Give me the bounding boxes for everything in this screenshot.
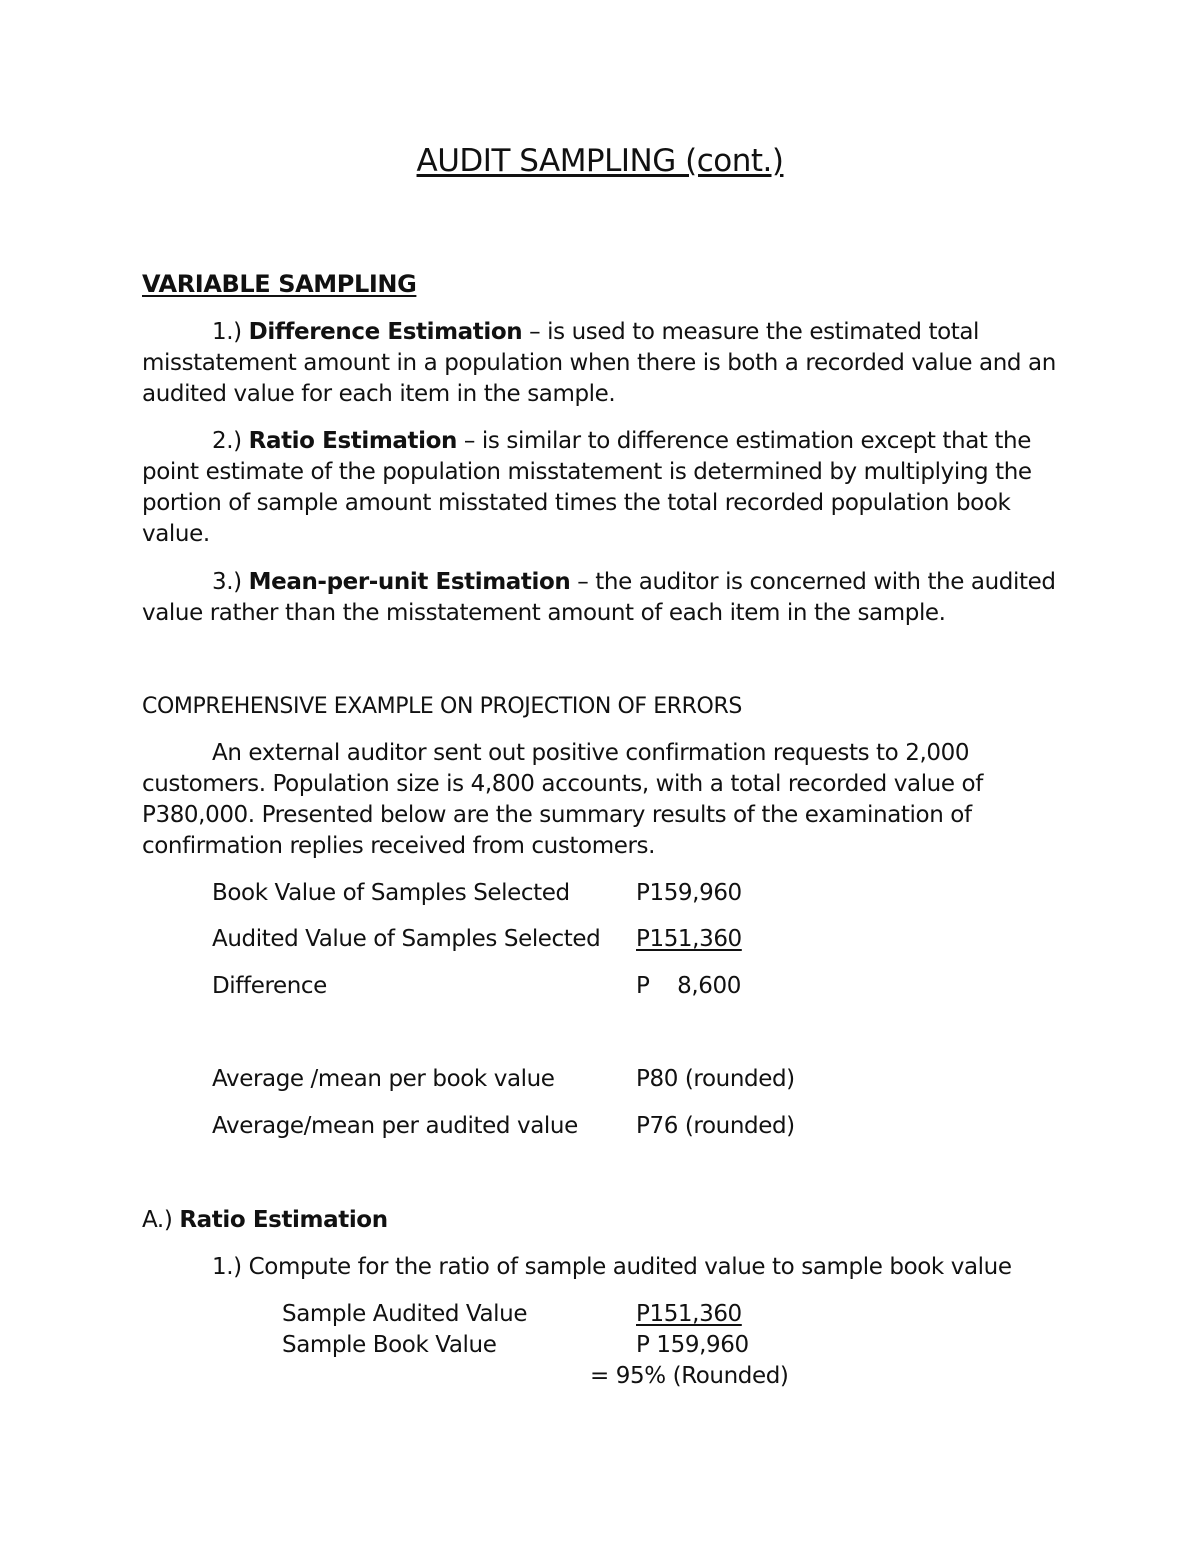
summary-label: Difference	[212, 973, 327, 999]
summary-value: P151,360	[636, 926, 742, 952]
part-a-heading	[142, 1207, 388, 1233]
step-1: 1.) Compute for the ratio of sample audited value to sample book value	[212, 1254, 1012, 1280]
method-term: Difference Estimation	[248, 319, 523, 345]
summary-label: Book Value of Samples Selected	[212, 880, 570, 906]
summary-value: P 8,600	[636, 973, 741, 999]
method-item	[142, 567, 1062, 629]
average-value: P80 (rounded)	[636, 1066, 795, 1092]
method-description: – the auditor is concerned with the audited value rather than the misstatement amount of each item in the sample.	[142, 569, 1056, 626]
ratio-numerator-value: P151,360	[636, 1301, 742, 1327]
method-number: 1.)	[212, 319, 242, 345]
average-label: Average /mean per book value	[212, 1066, 555, 1092]
page-title: AUDIT SAMPLING (cont.)	[416, 143, 784, 179]
example-intro-text: An external auditor sent out positive confirmation requests to 2,000 customers. Population size is 4,800 accounts, with a total recorded value of P380,000. Presented below are the summary results of the examination of confirmation replies received from customers.	[142, 740, 983, 859]
method-number: 3.)	[212, 569, 242, 595]
part-a-title: Ratio Estimation	[179, 1207, 388, 1233]
ratio-denominator-label: Sample Book Value	[282, 1332, 497, 1358]
method-term: Mean-per-unit Estimation	[248, 569, 571, 595]
method-item	[142, 426, 1062, 550]
average-value: P76 (rounded)	[636, 1113, 795, 1139]
average-label: Average/mean per audited value	[212, 1113, 578, 1139]
summary-label: Audited Value of Samples Selected	[212, 926, 601, 952]
method-number: 2.)	[212, 428, 242, 454]
section-heading: VARIABLE SAMPLING	[142, 270, 417, 298]
example-intro	[142, 738, 1062, 862]
ratio-numerator-label: Sample Audited Value	[282, 1301, 528, 1327]
method-term: Ratio Estimation	[248, 428, 457, 454]
ratio-result: = 95% (Rounded)	[590, 1363, 789, 1389]
method-description: – is used to measure the estimated total misstatement amount in a population when there is both a recorded value and an audited value for each item in the sample.	[142, 319, 1056, 407]
part-a-letter: A.)	[142, 1207, 173, 1233]
ratio-denominator-value: P 159,960	[636, 1332, 749, 1358]
method-item	[142, 317, 1062, 410]
summary-value: P159,960	[636, 880, 742, 906]
method-description: – is similar to difference estimation except that the point estimate of the population misstatement is determined by multiplying the portion of sample amount misstated times the total recorded population book value.	[142, 428, 1032, 547]
example-heading: COMPREHENSIVE EXAMPLE ON PROJECTION OF ERRORS	[142, 694, 742, 719]
